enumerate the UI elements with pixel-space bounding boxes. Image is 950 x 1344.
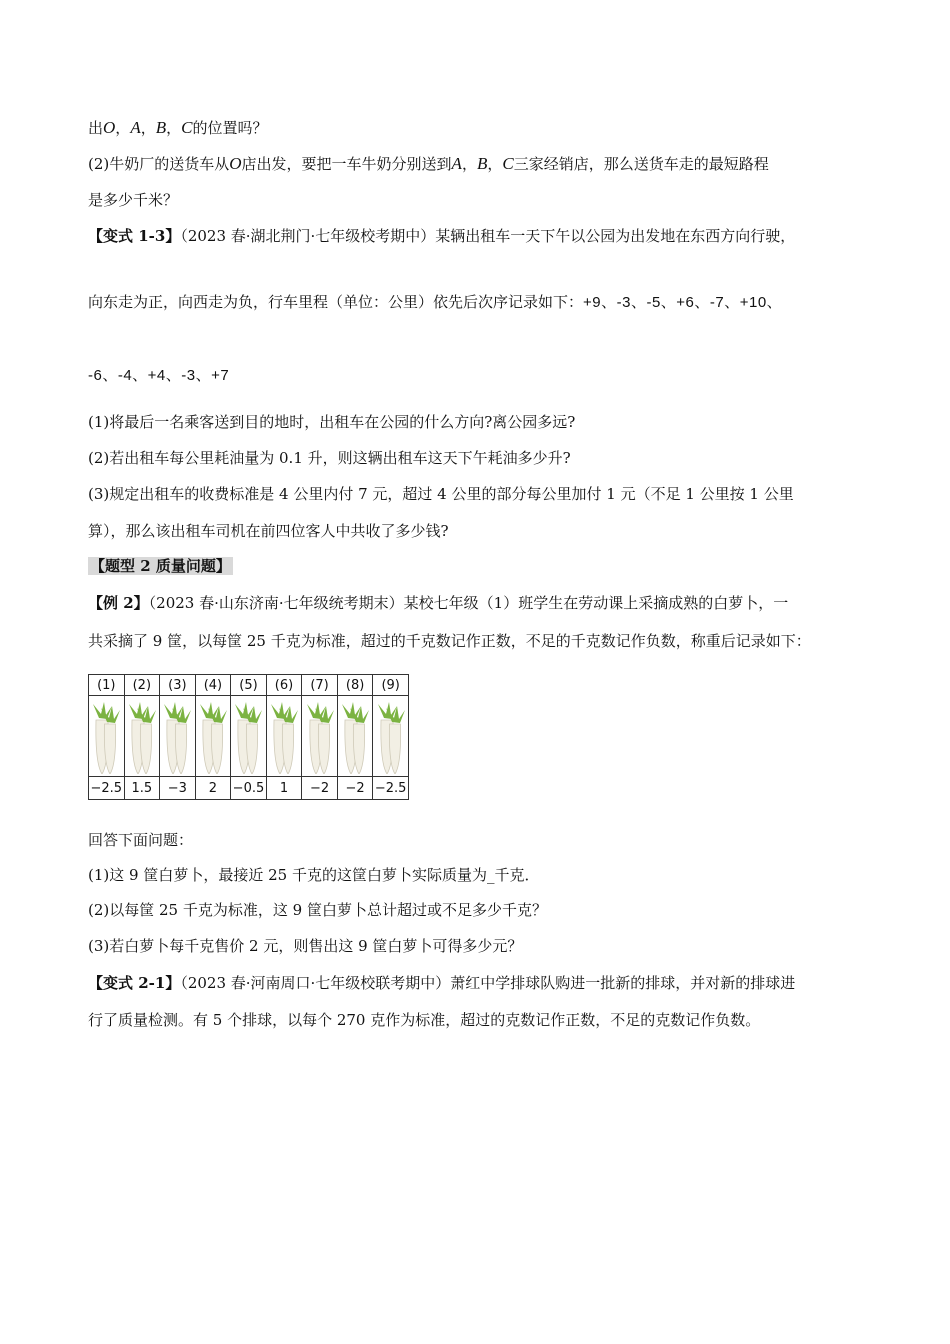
- basket-header: (5): [231, 675, 267, 696]
- question-1-tail: 出O，A，B，C的位置吗？: [88, 118, 268, 137]
- question-2: (2)牛奶厂的送货车从O店出发，要把一车牛奶分别送到A，B，C三家经销店，那么送货车走的最短路程: [88, 154, 769, 173]
- example-2-question-3: (3)若白萝卜每千克售价 2 元，则售出这 9 筐白萝卜可得多少元？: [88, 937, 523, 955]
- variant-1-3-label: 【变式 1-3】: [88, 227, 181, 245]
- weight-deviation: 1.5: [124, 777, 160, 800]
- radish-icon: [269, 698, 299, 774]
- section-heading-type-2: 【题型 2 质量问题】: [90, 557, 231, 575]
- basket-header: (9): [373, 675, 409, 696]
- radish-icon: [233, 698, 263, 774]
- radish-icon: [305, 698, 335, 774]
- variant-1-3-line2: 向东走为正，向西走为负，行车里程（单位：公里）依先后次序记录如下：+9、-3、-5、+6、-7、+10、: [88, 293, 783, 311]
- variant-1-3-question-2: (2)若出租车每公里耗油量为 0.1 升，则这辆出租车这天下午耗油多少升?: [88, 449, 571, 467]
- question-2-line2: 是多少千米？: [88, 191, 179, 209]
- radish-image: [266, 696, 302, 777]
- radish-icon: [340, 698, 370, 774]
- basket-header: (4): [195, 675, 231, 696]
- basket-header: (7): [302, 675, 338, 696]
- radish-image: [373, 696, 409, 777]
- variant-2-1-intro: 【变式 2-1】（2023 春·河南周口·七年级校联考期中）萧红中学排球队购进一批新的排球，并对新的排球进: [88, 974, 796, 992]
- weight-deviation: −3: [160, 777, 196, 800]
- weight-deviation: −2: [302, 777, 338, 800]
- answer-intro: 回答下面问题：: [88, 831, 194, 849]
- mileage-sequence-1: +9、-3、-5、+6、-7、+10、: [583, 294, 783, 311]
- weight-deviation: 1: [266, 777, 302, 800]
- radish-icon: [198, 698, 228, 774]
- radish-image: [124, 696, 160, 777]
- example-2-question-2: (2)以每筐 25 千克为标准，这 9 筐白萝卜总计超过或不足多少千克？: [88, 901, 547, 919]
- variant-1-3-question-3: (3)规定出租车的收费标准是 4 公里内付 7 元，超过 4 公里的部分每公里加付 1 元（不足 1 公里按 1 公里: [88, 485, 794, 503]
- radish-icon: [162, 698, 192, 774]
- radish-icon: [127, 698, 157, 774]
- basket-header: (6): [266, 675, 302, 696]
- radish-image: [337, 696, 373, 777]
- radish-weight-table: [88, 674, 409, 800]
- radish-image: [160, 696, 196, 777]
- weight-deviation: −2.5: [373, 777, 409, 800]
- variant-1-3-intro: 【变式 1-3】（2023 春·湖北荆门·七年级校考期中）某辆出租车一天下午以公园为出发地在东西方向行驶，: [88, 227, 796, 245]
- basket-header: (2): [124, 675, 160, 696]
- weight-deviation: 2: [195, 777, 231, 800]
- radish-icon: [91, 698, 121, 774]
- radish-image: [195, 696, 231, 777]
- example-2-label: 【例 2】: [88, 594, 149, 612]
- weight-deviation: −0.5: [231, 777, 267, 800]
- basket-header: (3): [160, 675, 196, 696]
- basket-header: (8): [337, 675, 373, 696]
- variant-1-3-question-3-line2: 算），那么该出租车司机在前四位客人中共收了多少钱?: [88, 522, 449, 540]
- table-header-row: [89, 675, 409, 696]
- weight-deviation: −2: [337, 777, 373, 800]
- example-2-intro: 【例 2】（2023 春·山东济南·七年级统考期末）某校七年级（1）班学生在劳动课上采摘成熟的白萝卜，一: [88, 594, 789, 612]
- radish-image: [302, 696, 338, 777]
- radish-icon: [376, 698, 406, 774]
- basket-header: (1): [89, 675, 125, 696]
- radish-image: [89, 696, 125, 777]
- variant-2-1-label: 【变式 2-1】: [88, 974, 181, 992]
- example-2-line2: 共采摘了 9 筐，以每筐 25 千克为标准，超过的千克数记作正数，不足的千克数记作负数，称重后记录如下：: [88, 632, 811, 650]
- example-2-question-1: (1)这 9 筐白萝卜，最接近 25 千克的这筐白萝卜实际质量为_千克．: [88, 866, 540, 884]
- weight-deviation: −2.5: [89, 777, 125, 800]
- mileage-sequence-2: -6、-4、+4、-3、+7: [88, 367, 230, 384]
- variant-1-3-question-1: (1)将最后一名乘客送到目的地时，出租车在公园的什么方向?离公园多远?: [88, 413, 576, 431]
- variant-2-1-line2: 行了质量检测。有 5 个排球，以每个 270 克作为标准，超过的克数记作正数，不足的克数记作负数。: [88, 1011, 761, 1029]
- table-image-row: [89, 696, 409, 777]
- table-value-row: [89, 777, 409, 800]
- radish-image: [231, 696, 267, 777]
